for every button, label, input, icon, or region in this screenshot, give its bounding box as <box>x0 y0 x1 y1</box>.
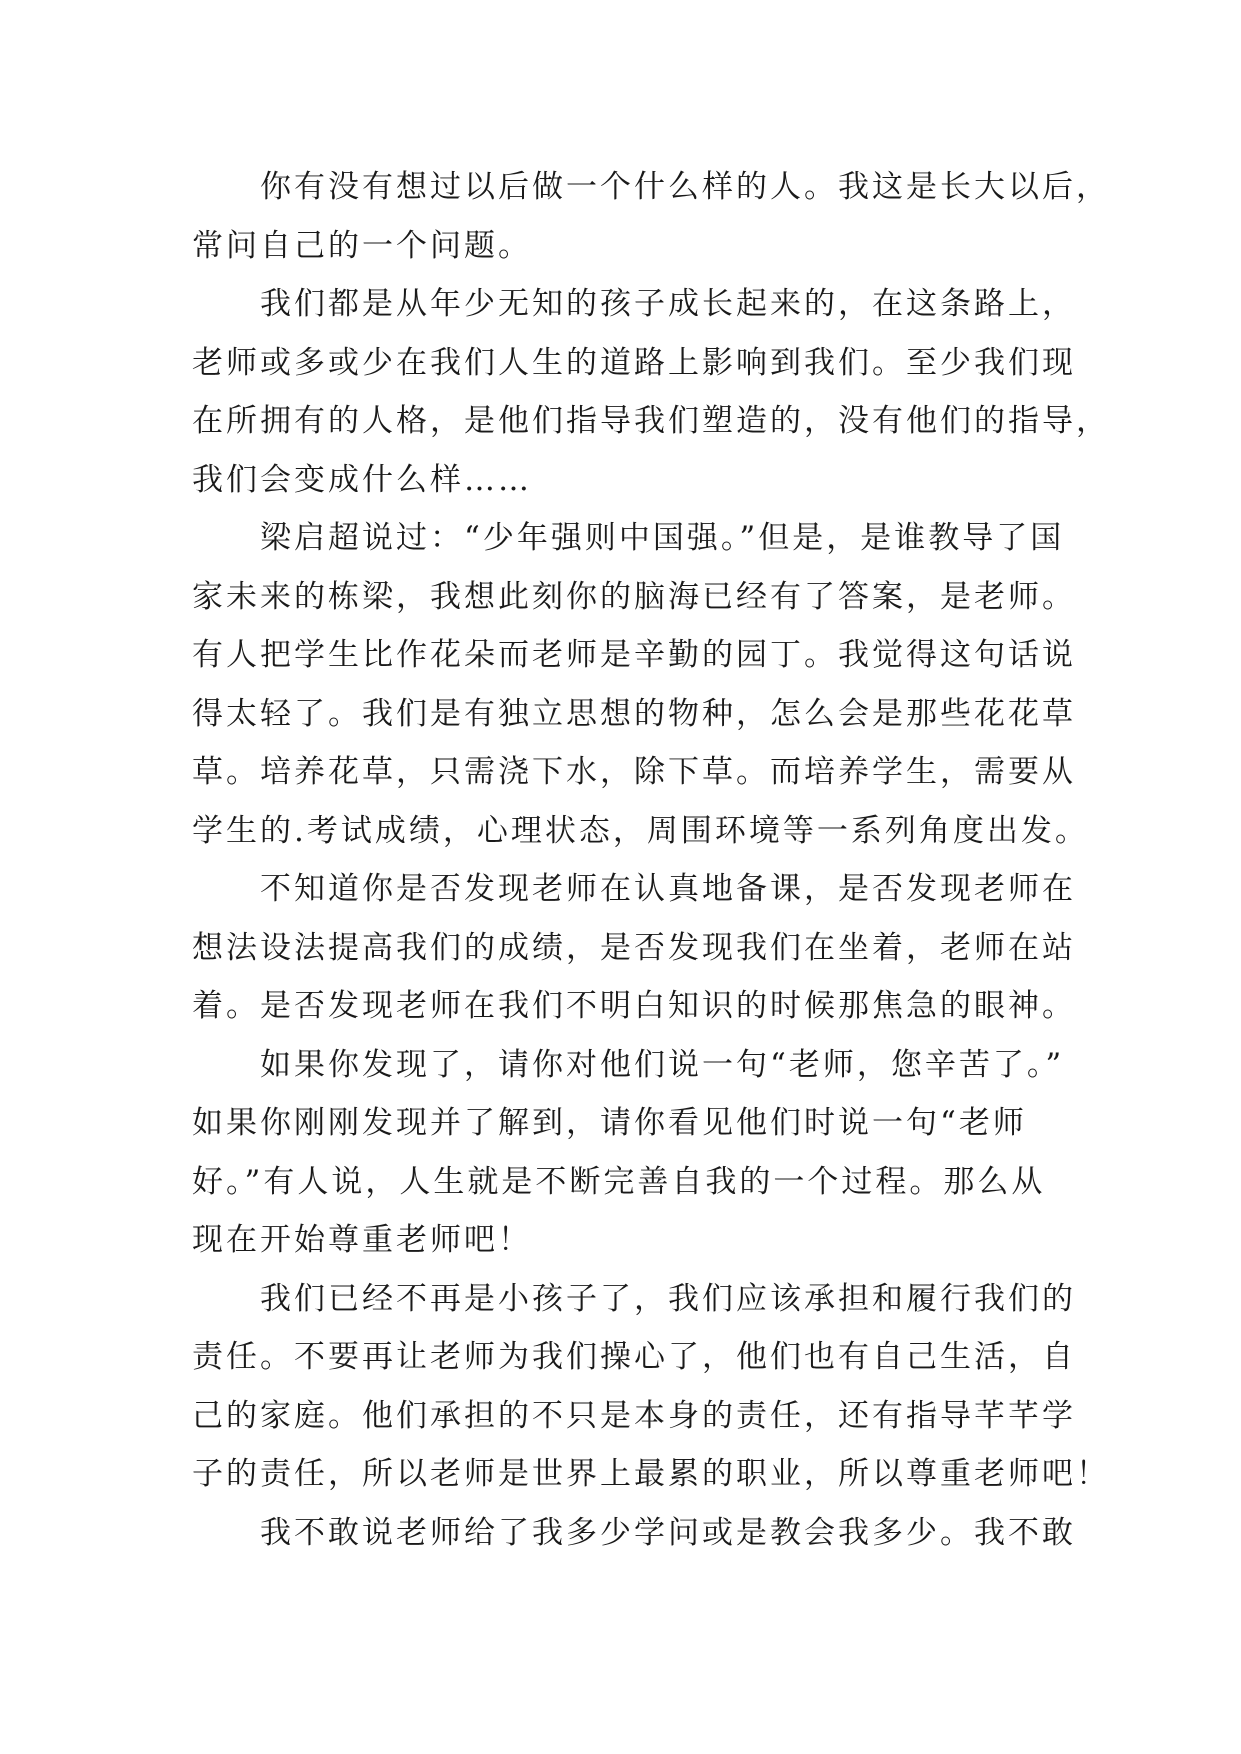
text-line: 在所拥有的人格，是他们指导我们塑造的，没有他们的指导， <box>192 403 1110 439</box>
text-line: 着。是否发现老师在我们不明白知识的时候那焦急的眼神。 <box>192 988 1076 1024</box>
text-line: 有人把学生比作花朵而老师是辛勤的园丁。我觉得这句话说 <box>192 637 1076 673</box>
text-line: 家未来的栋梁，我想此刻你的脑海已经有了答案，是老师。 <box>192 578 1076 615</box>
text-line: 如果你刚刚发现并了解到，请你看见他们时说一句“老师 <box>192 1105 1027 1141</box>
text-line: 责任。不要再让老师为我们操心了，他们也有自己生活，自 <box>192 1339 1076 1375</box>
text-line: 我们会变成什么样…… <box>192 461 532 498</box>
text-line: 草。培养花草，只需浇下水，除下草。而培养学生，需要从 <box>192 754 1076 790</box>
text-line: 想法设法提高我们的成绩，是否发现我们在坐着，老师在站 <box>192 929 1076 966</box>
text-line: 子的责任，所以老师是世界上最累的职业，所以尊重老师吧！ <box>192 1456 1110 1492</box>
text-line: 现在开始尊重老师吧！ <box>192 1222 532 1258</box>
paragraph-first-line: 你有没有想过以后做一个什么样的人。我这是长大以后， <box>260 169 1110 205</box>
text-line: 常问自己的一个问题。 <box>192 227 532 264</box>
paragraph-first-line: 我们都是从年少无知的孩子成长起来的，在这条路上， <box>260 286 1076 322</box>
text-line: 己的家庭。他们承担的不只是本身的责任，还有指导芊芊学 <box>192 1397 1076 1434</box>
essay-body <box>192 158 1110 1562</box>
paragraph-first-line: 我不敢说老师给了我多少学问或是教会我多少。我不敢 <box>260 1514 1076 1551</box>
text-line: 老师或多或少在我们人生的道路上影响到我们。至少我们现 <box>192 344 1076 381</box>
paragraph-first-line: 如果你发现了，请你对他们说一句“老师，您辛苦了。” <box>260 1046 1065 1083</box>
text-line: 学生的.考试成绩，心理状态，周围环境等一系列角度出发。 <box>192 812 1089 849</box>
text-line: 得太轻了。我们是有独立思想的物种，怎么会是那些花花草 <box>192 695 1076 732</box>
text-line: 好。”有人说，人生就是不断完善自我的一个过程。那么从 <box>192 1163 1046 1200</box>
paragraph-first-line: 梁启超说过：“少年强则中国强。”但是，是谁教导了国 <box>260 520 1065 556</box>
paragraph-first-line: 不知道你是否发现老师在认真地备课，是否发现老师在 <box>260 871 1076 907</box>
paragraph-first-line: 我们已经不再是小孩子了，我们应该承担和履行我们的 <box>260 1280 1076 1317</box>
